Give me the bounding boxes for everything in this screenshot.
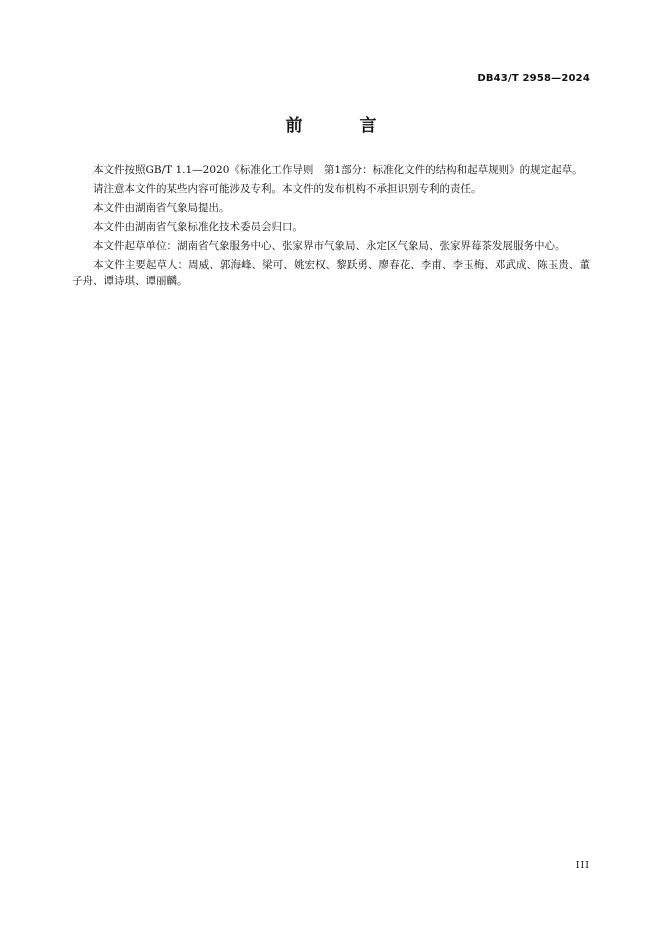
- foreword-body: [72, 162, 590, 292]
- document-code: DB43/T 2958—2024: [477, 73, 590, 84]
- paragraph-patent-notice: 请注意本文件的某些内容可能涉及专利。本文件的发布机构不承担识别专利的责任。: [93, 183, 482, 195]
- paragraph-proposer: 本文件由湖南省气象局提出。: [93, 202, 230, 214]
- paragraph-drafting-rules: 本文件按照GB/T 1.1—2020《标准化工作导则 第1部分：标准化文件的结构和起草规则》的规定起草。: [93, 164, 583, 176]
- page-title: 前 言: [285, 116, 397, 136]
- paragraph-drafting-units: 本文件起草单位：湖南省气象服务中心、张家界市气象局、永定区气象局、张家界莓茶发展服务中心。: [93, 240, 566, 252]
- paragraph-committee: 本文件由湖南省气象标准化技术委员会归口。: [93, 221, 303, 233]
- page-number: III: [575, 860, 590, 871]
- paragraph-drafters: 本文件主要起草人：周威、郭海峰、梁可、姚宏权、黎跃勇、廖春花、李甫、李玉梅、邓武成、陈玉贵、董子舟、谭诗琪、谭丽麟。: [72, 259, 590, 287]
